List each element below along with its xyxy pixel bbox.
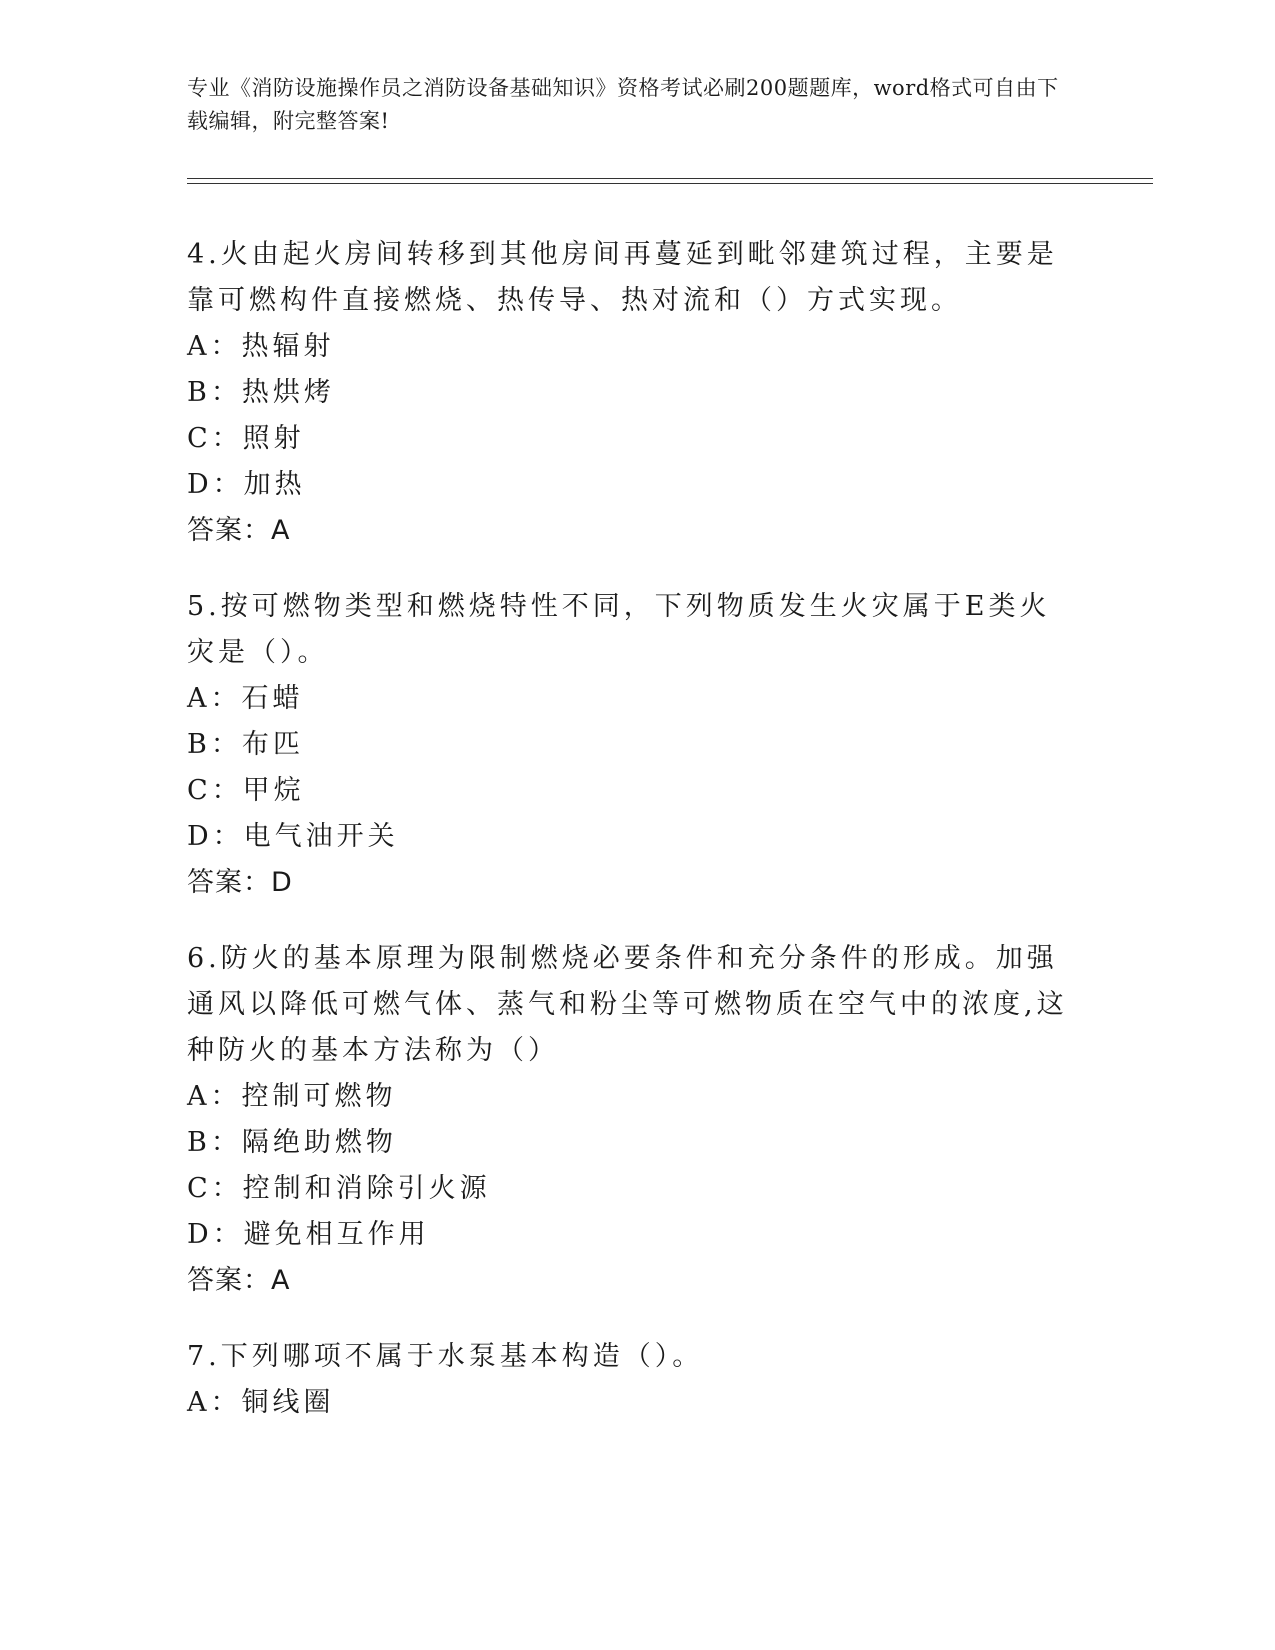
question-stem: 6.防火的基本原理为限制燃烧必要条件和充分条件的形成。加强通风以降低可燃气体、蒸气和粉尘等可燃物质在空气中的浓度,这种防火的基本方法称为（） (187, 943, 1068, 1066)
option-c: C：甲烷 (187, 775, 305, 806)
answer-line: 答案：A (187, 515, 291, 546)
question-stem: 4.火由起火房间转移到其他房间再蔓延到毗邻建筑过程，主要是靠可燃构件直接燃烧、热传导、热对流和（）方式实现。 (187, 239, 1058, 316)
header-divider-top (187, 178, 1153, 179)
answer-line: 答案：A (187, 1265, 291, 1296)
question-6 (187, 936, 1077, 1304)
option-d: D：电气油开关 (187, 821, 399, 852)
option-d: D：避免相互作用 (187, 1219, 430, 1250)
question-7 (187, 1334, 1077, 1426)
option-b: B：布匹 (187, 729, 304, 760)
option-b: B：隔绝助燃物 (187, 1127, 397, 1158)
question-4 (187, 232, 1077, 554)
option-b: B：热烘烤 (187, 377, 335, 408)
option-a: A：铜线圈 (187, 1387, 335, 1418)
option-a: A：控制可燃物 (187, 1081, 397, 1112)
option-c: C：照射 (187, 423, 305, 454)
question-stem: 7.下列哪项不属于水泵基本构造（）。 (187, 1341, 704, 1372)
question-5 (187, 584, 1077, 906)
option-a: A：石蜡 (187, 683, 304, 714)
option-a: A：热辐射 (187, 331, 335, 362)
document-header-title: 专业《消防设施操作员之消防设备基础知识》资格考试必刷200题题库，word格式可自由下载编辑，附完整答案! (187, 76, 1059, 133)
question-stem: 5.按可燃物类型和燃烧特性不同，下列物质发生火灾属于E类火灾是（）。 (187, 591, 1051, 668)
option-c: C：控制和消除引火源 (187, 1173, 491, 1204)
question-list (187, 232, 1077, 1456)
header-divider-bottom (187, 183, 1153, 184)
answer-line: 答案：D (187, 867, 293, 898)
option-d: D：加热 (187, 469, 306, 500)
